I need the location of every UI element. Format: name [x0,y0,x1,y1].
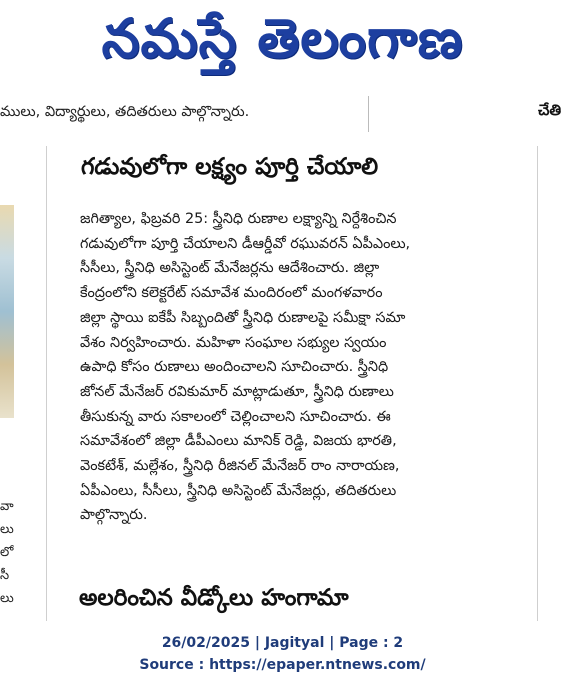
fragment-line: లో [0,545,14,560]
left-column-fragments [0,495,14,610]
body-line: జోనల్ మేనేజర్ రవికుమార్ మాట్లాడుతూ, స్త్రీనిధి రుణాలు [80,383,394,400]
masthead [0,0,565,82]
column-rule-right [537,146,538,621]
column-divider [368,96,369,132]
fragment-line: లు [0,522,14,537]
body-line: కేంద్రంలోని కలెక్టరేట్ సమావేశ మందిరంలో మంగళవారం [80,285,383,302]
body-line: జిల్లా స్థాయి ఐకేపీ సిబ్బందితో స్త్రీనిధి రుణాలపై సమీక్షా సమా [80,309,406,326]
next-column-snippet: చేతి [538,101,562,119]
body-line: జగిత్యాల, ఫిబ్రవరి 25: స్త్రీనిధి రుణాల లక్ష్యాన్ని నిర్దేశించిన [80,211,397,227]
article-body [80,207,495,528]
body-line: పాల్గొన్నారు. [80,507,148,524]
previous-article-snippet: ములు, విద్యార్థులు, తదితరులు పాల్గొన్నారు. [0,104,250,120]
column-rule-left [46,146,47,621]
page-footer [0,632,565,676]
newspaper-logo: నమస్తే తెలంగాణ [101,7,464,70]
fragment-line: సీ [0,568,10,583]
next-article-headline: అలరించిన వీడ్కోలు హంగామా [79,585,349,611]
article-headline: గడువులోగా లక్ష్యం పూర్తి చేయాలి [81,154,379,180]
fragment-line: వా [0,499,14,514]
body-line: ఉపాధి కోసం రుణాలు అందించాలని సూచించారు. స్త్రీనిధి [80,359,389,376]
body-line: సీసీలు, స్త్రీనిధి అసిస్టెంట్ మేనేజర్లను ఆదేశించారు. జిల్లా [80,260,380,277]
edition-info: 26/02/2025 | Jagityal | Page : 2 [161,635,404,651]
body-line: తీసుకున్న వారు సకాలంలో చెల్లించాలని సూచించారు. ఈ [80,408,391,425]
body-line: వేశం నిర్వహించారు. మహిళా సంఘాల సభ్యుల స్వయం [80,334,387,351]
body-line: సమావేశంలో జిల్లా డీపీఎంలు మానిక్ రెడ్డి, విజయ భారతి, [80,433,397,450]
source-link[interactable]: Source : https://epaper.ntnews.com/ [139,657,426,673]
body-line: వెంకటేశ్, మల్లేశం, స్త్రీనిధి రీజినల్ మేనేజర్ రాం నారాయణ, [80,458,400,475]
cropped-photo [0,205,14,418]
fragment-line: లు [0,591,14,606]
body-line: ఏపీఎంలు, సీసీలు, స్త్రీనిధి అసిస్టెంట్ మేనేజర్లు, తదితరులు [80,482,397,499]
body-line: గడువులోగా పూర్తి చేయాలని డీఆర్డీవో రఘువరన్ ఏపీఎంలు, [80,235,411,252]
